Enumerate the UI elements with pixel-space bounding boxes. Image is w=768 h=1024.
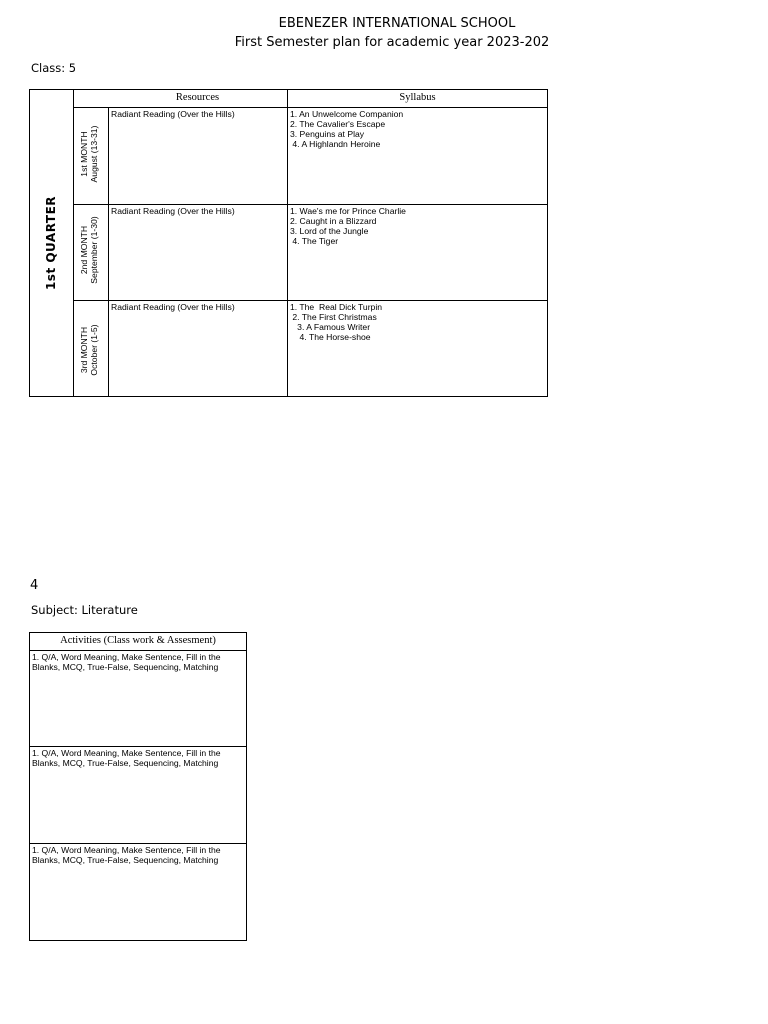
activities-header: Activities (Class work & Assesment)	[29, 632, 247, 651]
month-dates: October (1-5)	[89, 324, 99, 376]
month-label	[79, 106, 103, 202]
resources-cell: Radiant Reading (Over the Hills)	[108, 300, 288, 397]
activities-cell: 1. Q/A, Word Meaning, Make Sentence, Fill in the Blanks, MCQ, True-False, Sequencing, Matching	[29, 746, 247, 844]
month-name: 1st MONTH	[79, 131, 89, 177]
resources-header: Resources	[108, 89, 288, 108]
month-dates: August (13-31)	[89, 125, 99, 183]
school-name: EBENEZER INTERNATIONAL SCHOOL	[278, 16, 516, 31]
subject-label: Subject: Literature	[31, 603, 138, 617]
month-label	[79, 202, 103, 298]
class-label: Class: 5	[31, 61, 77, 75]
resources-cell: Radiant Reading (Over the Hills)	[108, 204, 288, 301]
resources-cell: Radiant Reading (Over the Hills)	[108, 107, 288, 205]
month-name: 2nd MONTH	[79, 225, 89, 275]
month-dates: September (1-30)	[89, 216, 99, 284]
plan-title: First Semester plan for academic year 2023-202	[234, 35, 550, 50]
activities-cell: 1. Q/A, Word Meaning, Make Sentence, Fill in the Blanks, MCQ, True-False, Sequencing, Matching	[29, 650, 247, 747]
month-label	[79, 302, 103, 398]
syllabus-cell: 1. The Real Dick Turpin 2. The First Christmas 3. A Famous Writer 4. The Horse-shoe	[287, 300, 548, 397]
quarter-label: 1st QUARTER	[44, 195, 58, 291]
month-name: 3rd MONTH	[79, 326, 89, 374]
activities-cell: 1. Q/A, Word Meaning, Make Sentence, Fill in the Blanks, MCQ, True-False, Sequencing, Matching	[29, 843, 247, 941]
syllabus-cell: 1. An Unwelcome Companion 2. The Cavalier's Escape 3. Penguins at Play 4. A Highlandn Heroine	[287, 107, 548, 205]
page-number: 4	[30, 578, 39, 593]
syllabus-header: Syllabus	[287, 89, 548, 108]
syllabus-cell: 1. Wae's me for Prince Charlie 2. Caught in a Blizzard 3. Lord of the Jungle 4. The Tiger	[287, 204, 548, 301]
